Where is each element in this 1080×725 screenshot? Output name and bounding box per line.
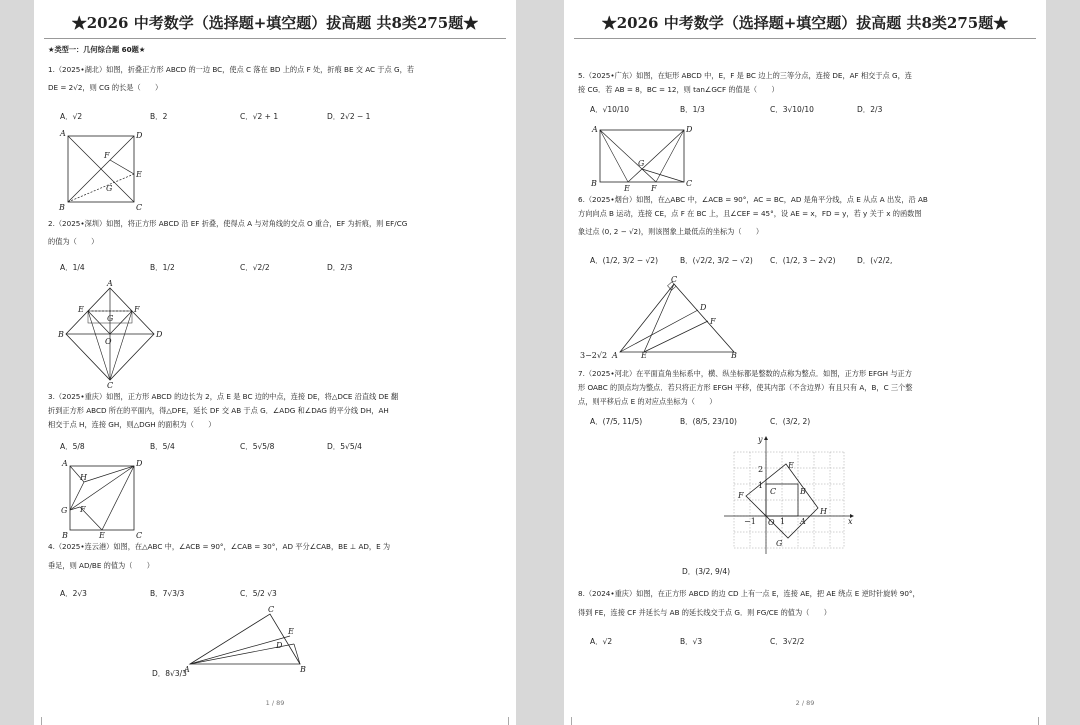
q3-option-b: B．5/4 [150, 442, 175, 451]
q5-option-a: A．√10/10 [590, 105, 630, 114]
q7-label-o: O [768, 518, 775, 527]
question-3-text-line1: 3.（2025•重庆）如图，正方形 ABCD 的边长为 2，点 E 是 BC 边的中点，连接 DE，将△DCE 沿直线 DE 翻 [48, 392, 399, 401]
q6-label-f: F [710, 317, 716, 326]
question-5-text-line2: 接 CG．若 AB = 8，BC = 12，则 tan∠GCF 的值是（ ） [578, 85, 779, 94]
q7-tick-y1: 1 [758, 481, 764, 490]
q6-label-d: D [700, 303, 707, 312]
question-6-text-line1: 6.（2025•烟台）如图，在△ABC 中，∠ACB = 90°，AC = BC，AD 是角平分线，点 E 从点 A 出发，沿 AB [578, 195, 928, 204]
q3-label-g: G [61, 506, 68, 515]
q1-label-a: A [60, 129, 66, 138]
q4-label-b: B [300, 665, 306, 674]
question-3-text-line3: 相交于点 H，连接 GH，则△DGH 的面积为（ ） [48, 420, 216, 429]
q1-label-b: B [59, 203, 65, 212]
page-header-title: ★2026 中考数学（选择题+填空题）拔高题 共8类275题★ [574, 12, 1036, 39]
q6-label-b: B [731, 351, 737, 360]
q5-label-g: G [638, 159, 645, 168]
question-8-text-line2: 得到 FE，连接 CF 并延长与 AB 的延长线交于点 G．则 FG/CE 的值为（ ） [578, 608, 831, 617]
q4-option-b: B．7√3/3 [150, 589, 185, 598]
page-corner-mark [34, 717, 42, 725]
q7-label-g: G [776, 539, 783, 548]
q7-label-e: E [788, 461, 794, 470]
question-4-text-line2: 垂足，则 AD/BE 的值为（ ） [48, 561, 154, 570]
q6-option-d: D．(√2/2, [857, 256, 893, 265]
q3-label-f: F [80, 505, 86, 514]
q7-option-a: A．(7/5, 11/5) [590, 417, 643, 426]
q4-label-d: D [276, 641, 283, 650]
q1-option-a: A．√2 [60, 112, 83, 121]
question-7-text-line1: 7.（2025•河北）在平面直角坐标系中，横、纵坐标都是整数的点称为整点．如图，正方形 EFGH 与正方 [578, 369, 912, 378]
q1-geometry-figure [58, 128, 148, 210]
q1-label-c: C [136, 203, 143, 212]
q6-label-a: A [612, 351, 618, 360]
q1-option-b: B．2 [150, 112, 168, 121]
q2-option-c: C．√2/2 [240, 263, 270, 272]
q8-option-b: B．√3 [680, 637, 703, 646]
question-1-text-line1: 1.（2025•湖北）如图，折叠正方形 ABCD 的一边 BC，使点 C 落在 BD 上的点 F 处，折痕 BE 交 AC 于点 G，若 [48, 65, 414, 74]
q1-label-e: E [136, 170, 142, 179]
q8-option-c: C．3√2/2 [770, 637, 805, 646]
q5-label-a: A [592, 125, 598, 134]
q1-option-d: D．2√2 − 1 [327, 112, 371, 121]
q2-label-o: O [105, 337, 112, 346]
q7-label-f: F [738, 491, 744, 500]
q3-option-a: A．5/8 [60, 442, 85, 451]
q4-label-a: A [184, 665, 190, 674]
question-7-text-line2: 形 OABC 的顶点均为整点．若只将正方形 EFGH 平移，使其内部（不含边界）有且只有 A，B，C 三个整 [578, 383, 913, 392]
q2-label-b: B [58, 330, 64, 339]
page-number: 2 / 89 [795, 699, 815, 707]
q3-label-d: D [136, 459, 143, 468]
q5-label-e: E [624, 184, 630, 193]
q7-tick-y2: 2 [758, 465, 764, 474]
q7-label-x: x [848, 517, 853, 526]
q1-label-g: G [106, 184, 113, 193]
section-title: ★类型一：几何综合题 60题★ [48, 45, 146, 54]
q7-label-a: A [800, 517, 806, 526]
q5-option-b: B．1/3 [680, 105, 705, 114]
q7-option-b: B．(8/5, 23/10) [680, 417, 737, 426]
q3-label-a: A [62, 459, 68, 468]
q2-option-a: A．1/4 [60, 263, 85, 272]
q2-option-d: D．2/3 [327, 263, 353, 272]
q3-label-h: H [80, 473, 87, 482]
document-page-2 [564, 0, 1046, 725]
q2-label-f: F [134, 305, 140, 314]
question-1-text-line2: DE = 2√2，则 CG 的长是（ ） [48, 83, 163, 92]
page-header-title: ★2026 中考数学（选择题+填空题）拔高题 共8类275题★ [44, 12, 506, 39]
page-corner-mark [564, 717, 572, 725]
q6-label-e: E [641, 351, 647, 360]
q6-geometry-figure [578, 276, 748, 362]
question-6-text-line3: 象过点 (0, 2 − √2)，则该图象上最低点的坐标为（ ） [578, 227, 764, 236]
q5-label-d: D [686, 125, 693, 134]
q4-option-c: C．5/2 √3 [240, 589, 277, 598]
q6-axis-label: 3−2√2 [580, 351, 608, 360]
q6-label-c: C [671, 275, 678, 284]
q5-label-f: F [651, 184, 657, 193]
page-number: 1 / 89 [265, 699, 285, 707]
q4-option-d: D．8√3/3 [152, 669, 187, 678]
q2-option-b: B．1/2 [150, 263, 175, 272]
q4-option-a: A．2√3 [60, 589, 87, 598]
q7-tick-xm1: −1 [744, 517, 756, 526]
document-page-1 [34, 0, 516, 725]
q6-option-a: A．(1/2, 3/2 − √2) [590, 256, 658, 265]
q7-label-y: y [758, 435, 763, 444]
q1-label-f: F [104, 151, 110, 160]
q4-label-c: C [268, 605, 275, 614]
q7-coordinate-figure [724, 434, 854, 558]
q3-label-c: C [136, 531, 143, 540]
question-4-text-line1: 4.（2025•连云港）如图，在△ABC 中，∠ACB = 90°，∠CAB = 30°，AD 平分∠CAB，BE ⊥ AD，E 为 [48, 542, 391, 551]
q3-option-d: D．5√5/4 [327, 442, 362, 451]
q5-label-c: C [686, 179, 693, 188]
question-5-text-line1: 5.（2025•广东）如图，在矩形 ABCD 中，E，F 是 BC 边上的三等分点，连接 DE，AF 相交于点 G，连 [578, 71, 912, 80]
q2-label-a: A [107, 279, 113, 288]
question-2-text-line1: 2.（2025•深圳）如图，将正方形 ABCD 沿 EF 折叠，使得点 A 与对角线的交点 O 重合，EF 为折痕，则 EF/CG [48, 219, 408, 228]
q7-label-c: C [770, 487, 777, 496]
q5-geometry-figure [588, 122, 698, 194]
q7-label-h: H [820, 507, 827, 516]
q7-option-d: D．(3/2, 9/4) [682, 567, 731, 576]
q4-label-e: E [288, 627, 294, 636]
page-corner-mark [508, 717, 516, 725]
q6-option-c: C．(1/2, 3 − 2√2) [770, 256, 836, 265]
q3-geometry-figure [58, 460, 148, 540]
question-8-text-line1: 8.（2024•重庆）如图，在正方形 ABCD 的边 CD 上有一点 E，连接 AE，把 AE 绕点 E 逆时针旋转 90°， [578, 589, 920, 598]
question-7-text-line3: 点，则平移后点 E 的对应点坐标为（ ） [578, 397, 717, 406]
question-3-text-line2: 折到正方形 ABCD 所在的平面内，得△DFE，延长 DF 交 AB 于点 G．∠ADG 和∠DAG 的平分线 DH，AH [48, 406, 389, 415]
q2-label-c: C [107, 381, 114, 390]
q6-option-b: B．(√2/2, 3/2 − √2) [680, 256, 753, 265]
q3-option-c: C．5√5/8 [240, 442, 275, 451]
q2-label-e: E [78, 305, 84, 314]
q2-geometry-figure [58, 279, 168, 390]
q2-label-d: D [156, 330, 163, 339]
q1-option-c: C．√2 + 1 [240, 112, 279, 121]
q2-label-g: G [107, 314, 114, 323]
q5-option-d: D．2/3 [857, 105, 883, 114]
q7-label-b: B [800, 487, 806, 496]
q1-label-d: D [136, 131, 143, 140]
question-2-text-line2: 的值为（ ） [48, 237, 99, 246]
question-6-text-line2: 方向向点 B 运动，连接 CE，点 F 在 BC 上，且∠CEF = 45°，设 AE = x，FD = y，若 y 关于 x 的函数图 [578, 209, 922, 218]
q7-tick-x1: 1 [780, 517, 786, 526]
q4-geometry-figure [184, 605, 314, 674]
q8-option-a: A．√2 [590, 637, 613, 646]
q3-label-b: B [62, 531, 68, 540]
q5-option-c: C．3√10/10 [770, 105, 814, 114]
q5-label-b: B [591, 179, 597, 188]
q7-option-c: C．(3/2, 2) [770, 417, 811, 426]
q3-label-e: E [99, 531, 105, 540]
page-corner-mark [1038, 717, 1046, 725]
